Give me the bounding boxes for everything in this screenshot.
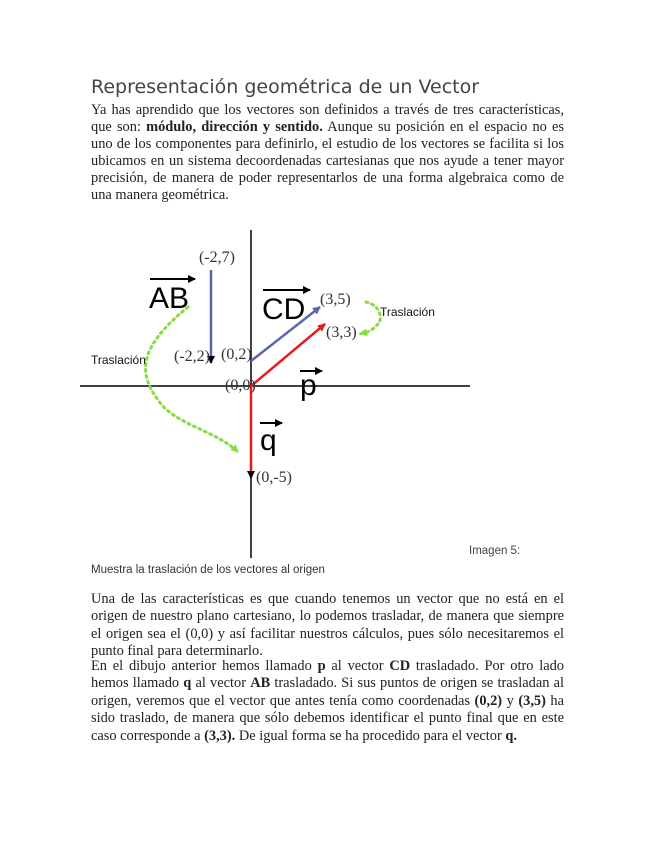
translation-curve-right: [360, 302, 380, 334]
coord-c: (0,2): [221, 346, 252, 363]
intro-text-2: Aunque su posición en el espacio no es uno de los componentes para definirlo, el estudio de los vectores se facilita si los ubicamos en un sistema decoordenadas cartesianas que nos ayude a tener mayor precisión, de manera de poder representarlos de una forma algebraica como de una manera geométrica.: [91, 119, 565, 203]
p3-text-4: al vector: [191, 675, 251, 692]
p3-text-5: trasladado. Si sus puntos de origen se trasladan al origen, veremos que el vector que antes tenía como coordenadas: [91, 675, 564, 709]
vector-figure: [80, 225, 480, 565]
p3-bold-1: p: [317, 658, 326, 674]
coord-d: (3,5): [320, 291, 351, 308]
p3-text-3: trasladado. Por otro lado hemos llamado: [91, 658, 564, 692]
p3-bold-4: AB: [250, 675, 271, 692]
p3-bold-2: CD: [389, 658, 411, 674]
coord-a: (-2,7): [199, 249, 235, 266]
traslacion-right-label: Traslación: [380, 305, 435, 319]
p3-bold-3: q: [183, 675, 192, 692]
coord-b: (-2,2): [174, 348, 210, 365]
p3-bold-8: q.: [505, 727, 517, 744]
p3-bold-6: (3,5): [518, 692, 546, 709]
p3-bold-7: (3,3).: [204, 727, 236, 744]
page-title: Representación geométrica de un Vector: [91, 76, 480, 98]
intro-paragraph: [91, 102, 564, 204]
intro-text-1: Ya has aprendido que los vectores son definidos a través de tres características, que son:: [91, 102, 564, 135]
intro-bold: módulo, dirección y sentido.: [146, 119, 323, 135]
label-ab: AB: [149, 282, 190, 315]
traslacion-left-label: Traslación: [91, 353, 146, 367]
p3-text-6: y: [502, 692, 519, 709]
p3-text-2: al vector: [325, 658, 390, 674]
figure-number: Imagen 5:: [469, 545, 521, 557]
paragraph-3: [91, 658, 564, 745]
coord-origin: (0,0): [225, 377, 256, 394]
label-p: p: [300, 369, 317, 402]
paragraph-2: Una de las características es que cuando tenemos un vector que no está en el origen de nuestro plano cartesiano, lo podemos trasladar, de manera que siempre el origen sea el (0,0) y así facilitar nuestros cálculos, pues sólo necesitaremos el punto final para determinarlo.: [91, 591, 564, 660]
p3-text-8: De igual forma se ha procedido para el vector: [235, 727, 506, 744]
label-q: q: [260, 424, 277, 457]
label-cd: CD: [262, 293, 306, 326]
p3-bold-5: (0,2): [474, 692, 503, 709]
p3-text-7: ha sido traslado, de manera que sólo debemos identificar el punto final que en este caso corresponde a: [91, 692, 564, 744]
coord-p-end: (3,3): [326, 324, 357, 341]
coord-q-end: (0,-5): [256, 469, 292, 486]
figure-caption: Muestra la traslación de los vectores al origen: [91, 564, 325, 576]
p3-text-1: En el dibujo anterior hemos llamado: [91, 658, 318, 674]
